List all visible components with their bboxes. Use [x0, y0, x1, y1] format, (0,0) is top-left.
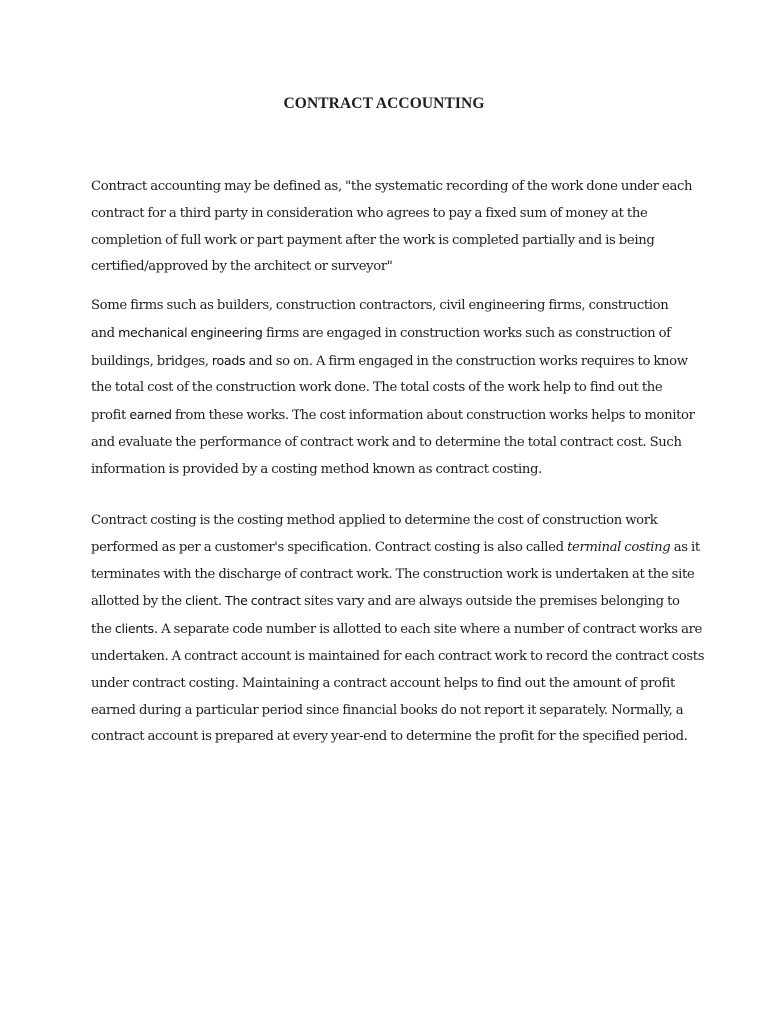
paragraph-line	[91, 535, 700, 562]
text-run: profit	[91, 408, 130, 424]
paragraph-line: undertaken. A contract account is maintained for each contract work to record the contract costs	[91, 648, 705, 664]
document-title: CONTRACT ACCOUNTING	[283, 95, 485, 112]
text-run: and so on. A firm engaged in the construction works requires to know	[245, 353, 688, 369]
paragraph-line: and evaluate the performance of contract work and to determine the total contract cost. Such	[91, 434, 682, 450]
paragraph-line: Contract costing is the costing method applied to determine the cost of construction work	[91, 513, 658, 528]
paragraph-line: Contract accounting may be defined as, "the systematic recording of the work done under each	[91, 179, 693, 194]
paragraph-line: information is provided by a costing method known as contract costing.	[91, 461, 542, 477]
emphasis-terminal-costing: terminal costing	[567, 539, 671, 555]
text-run: buildings, bridges,	[91, 353, 212, 369]
link-clients[interactable]: clients	[114, 621, 154, 637]
text-run: allotted by the	[91, 594, 186, 610]
paragraph-line: Some firms such as builders, construction contractors, civil engineering firms, construction	[91, 298, 669, 313]
paragraph-line: contract account is prepared at every year-end to determine the profit for the specified period.	[91, 729, 688, 745]
link-roads[interactable]: roads	[211, 352, 246, 368]
link-client[interactable]: client	[185, 593, 218, 609]
link-earned[interactable]: earned	[129, 407, 172, 423]
text-run: . A separate code number is allotted to each site where a number of contract works are	[153, 622, 702, 638]
link-the-contract[interactable]: The contract	[225, 593, 301, 609]
paragraph-line	[91, 320, 681, 348]
text-run: as it	[670, 539, 700, 555]
paragraph-definition	[91, 174, 693, 281]
paragraph-line	[91, 588, 681, 616]
paragraph-line: completion of full work or part payment after the work is completed partially and is being	[91, 232, 655, 248]
text-run: sites vary and are always outside the premises belonging to	[300, 594, 680, 610]
paragraph-line: earned during a particular period since financial books do not report it separately. Normally, a	[91, 702, 684, 718]
text-run: and	[91, 325, 119, 341]
paragraph-line: certified/approved by the architect or surveyor"	[91, 259, 393, 275]
paragraph-line	[91, 616, 702, 644]
text-run: the	[91, 622, 115, 638]
paragraph-line	[91, 402, 695, 430]
paragraph-costing	[91, 508, 705, 751]
paragraph-firms	[91, 293, 695, 484]
text-run: firms are engaged in construction works such as construction of	[262, 325, 671, 341]
text-run: performed as per a customer's specification. Contract costing is also called	[91, 539, 568, 555]
paragraph-line: the total cost of the construction work done. The total costs of the work help to find out the	[91, 380, 663, 396]
text-run: from these works. The cost information about construction works helps to monitor	[171, 408, 695, 424]
paragraph-line: under contract costing. Maintaining a contract account helps to find out the amount of profit	[91, 675, 675, 691]
text-run: .	[217, 594, 226, 610]
link-mechanical-engineering[interactable]: mechanical engineering	[118, 324, 263, 340]
paragraph-line: contract for a third party in consideration who agrees to pay a fixed sum of money at the	[91, 205, 648, 221]
paragraph-line	[91, 348, 688, 376]
paragraph-line: terminates with the discharge of contract work. The construction work is undertaken at the site	[91, 566, 695, 582]
